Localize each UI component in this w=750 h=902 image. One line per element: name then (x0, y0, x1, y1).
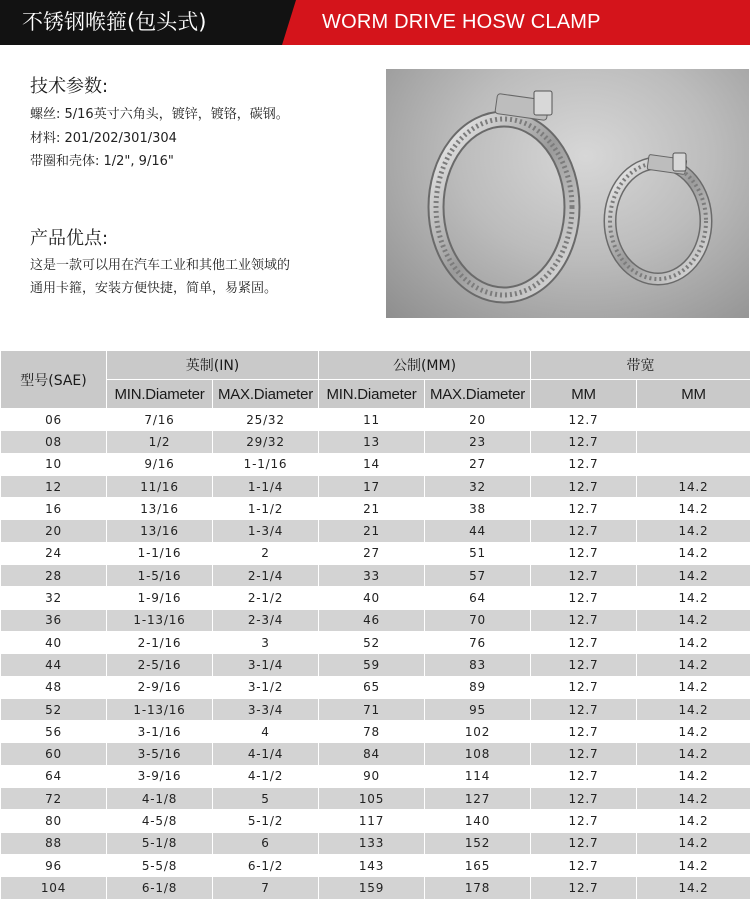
cell-in-max: 3-3/4 (213, 698, 319, 720)
cell-band-1: 12.7 (531, 498, 637, 520)
table-row (1, 654, 750, 676)
cell-in-max: 5 (213, 788, 319, 810)
cell-band-2: 14.2 (637, 475, 750, 497)
subheader-in-max: MAX.Diameter (213, 380, 319, 409)
cell-band-2: 14.2 (637, 587, 750, 609)
header-band-width: 带宽 (531, 351, 750, 380)
cell-mm-min: 143 (319, 854, 425, 876)
cell-band-2: 14.2 (637, 698, 750, 720)
header-model: 型号(SAE) (1, 351, 107, 409)
cell-in-min: 5-1/8 (107, 832, 213, 854)
cell-mm-max: 64 (425, 587, 531, 609)
cell-mm-max: 20 (425, 409, 531, 431)
table-row (1, 810, 750, 832)
cell-in-min: 7/16 (107, 409, 213, 431)
cell-mm-min: 59 (319, 654, 425, 676)
table-row (1, 431, 750, 453)
table-row (1, 453, 750, 475)
cell-model: 10 (1, 453, 107, 475)
cell-model: 32 (1, 587, 107, 609)
cell-band-1: 12.7 (531, 431, 637, 453)
cell-in-min: 2-1/16 (107, 631, 213, 653)
subheader-in-min: MIN.Diameter (107, 380, 213, 409)
cell-band-1: 12.7 (531, 788, 637, 810)
subheader-band-mm-1: MM (531, 380, 637, 409)
cell-model: 80 (1, 810, 107, 832)
cell-in-min: 13/16 (107, 498, 213, 520)
cell-mm-min: 65 (319, 676, 425, 698)
table-row (1, 542, 750, 564)
cell-band-2: 14.2 (637, 609, 750, 631)
cell-mm-max: 89 (425, 676, 531, 698)
cell-mm-max: 127 (425, 788, 531, 810)
cell-in-max: 29/32 (213, 431, 319, 453)
cell-mm-min: 117 (319, 810, 425, 832)
table-row (1, 498, 750, 520)
cell-model: 06 (1, 409, 107, 431)
cell-model: 72 (1, 788, 107, 810)
cell-in-min: 11/16 (107, 475, 213, 497)
cell-in-max: 4 (213, 721, 319, 743)
specs-heading: 技术参数: (30, 76, 109, 97)
cell-model: 28 (1, 565, 107, 587)
subheader-mm-max: MAX.Diameter (425, 380, 531, 409)
cell-in-max: 3-1/2 (213, 676, 319, 698)
cell-model: 56 (1, 721, 107, 743)
cell-model: 24 (1, 542, 107, 564)
table-row (1, 676, 750, 698)
cell-mm-max: 23 (425, 431, 531, 453)
cell-in-min: 2-5/16 (107, 654, 213, 676)
cell-mm-min: 11 (319, 409, 425, 431)
spec-line-band: 带圈和壳体: 1/2", 9/16" (30, 154, 174, 169)
table-row (1, 409, 750, 431)
table-row (1, 788, 750, 810)
cell-mm-min: 84 (319, 743, 425, 765)
cell-model: 16 (1, 498, 107, 520)
cell-mm-min: 33 (319, 565, 425, 587)
table-row (1, 475, 750, 497)
cell-band-1: 12.7 (531, 877, 637, 899)
cell-in-max: 6-1/2 (213, 854, 319, 876)
cell-in-min: 2-9/16 (107, 676, 213, 698)
cell-in-min: 1-1/16 (107, 542, 213, 564)
cell-mm-max: 178 (425, 877, 531, 899)
advantage-line-1: 这是一款可以用在汽车工业和其他工业领域的 (30, 258, 291, 273)
cell-band-1: 12.7 (531, 475, 637, 497)
cell-model: 12 (1, 475, 107, 497)
cell-model: 88 (1, 832, 107, 854)
cell-mm-min: 17 (319, 475, 425, 497)
cell-mm-max: 44 (425, 520, 531, 542)
cell-mm-max: 51 (425, 542, 531, 564)
cell-in-max: 4-1/4 (213, 743, 319, 765)
cell-in-min: 1-13/16 (107, 609, 213, 631)
cell-in-max: 3-1/4 (213, 654, 319, 676)
cell-in-max: 2-1/4 (213, 565, 319, 587)
cell-band-1: 12.7 (531, 631, 637, 653)
table-row (1, 698, 750, 720)
cell-mm-max: 165 (425, 854, 531, 876)
table-row (1, 565, 750, 587)
cell-in-min: 3-5/16 (107, 743, 213, 765)
cell-in-min: 5-5/8 (107, 854, 213, 876)
cell-band-2: 14.2 (637, 498, 750, 520)
advantages-heading: 产品优点: (30, 228, 109, 249)
cell-in-max: 1-1/2 (213, 498, 319, 520)
large-clamp (436, 91, 572, 295)
table-body (1, 409, 750, 900)
cell-band-1: 12.7 (531, 542, 637, 564)
cell-in-min: 13/16 (107, 520, 213, 542)
cell-mm-min: 133 (319, 832, 425, 854)
cell-mm-max: 83 (425, 654, 531, 676)
cell-band-2 (637, 431, 750, 453)
table-row (1, 832, 750, 854)
cell-model: 36 (1, 609, 107, 631)
product-photo (386, 69, 749, 318)
small-clamp (610, 153, 706, 279)
cell-mm-max: 114 (425, 765, 531, 787)
cell-in-min: 9/16 (107, 453, 213, 475)
cell-in-min: 1-9/16 (107, 587, 213, 609)
cell-band-1: 12.7 (531, 832, 637, 854)
subheader-mm-min: MIN.Diameter (319, 380, 425, 409)
cell-mm-max: 27 (425, 453, 531, 475)
title-chinese: 不锈钢喉箍(包头式) (22, 10, 207, 34)
cell-band-2: 14.2 (637, 631, 750, 653)
cell-in-max: 6 (213, 832, 319, 854)
cell-mm-max: 140 (425, 810, 531, 832)
cell-band-2: 14.2 (637, 721, 750, 743)
cell-mm-min: 46 (319, 609, 425, 631)
cell-mm-min: 52 (319, 631, 425, 653)
cell-mm-max: 70 (425, 609, 531, 631)
cell-mm-min: 13 (319, 431, 425, 453)
cell-band-1: 12.7 (531, 587, 637, 609)
cell-mm-max: 102 (425, 721, 531, 743)
cell-mm-max: 108 (425, 743, 531, 765)
cell-band-2: 14.2 (637, 654, 750, 676)
table-row (1, 609, 750, 631)
spec-line-material: 材料: 201/202/301/304 (30, 131, 177, 146)
cell-band-1: 12.7 (531, 810, 637, 832)
cell-band-1: 12.7 (531, 609, 637, 631)
title-english: WORM DRIVE HOSW CLAMP (322, 11, 601, 33)
cell-band-1: 12.7 (531, 654, 637, 676)
cell-model: 60 (1, 743, 107, 765)
cell-band-2 (637, 453, 750, 475)
table-row (1, 520, 750, 542)
cell-mm-max: 32 (425, 475, 531, 497)
header-metric: 公制(MM) (319, 351, 531, 380)
cell-in-min: 4-1/8 (107, 788, 213, 810)
cell-in-max: 25/32 (213, 409, 319, 431)
cell-mm-min: 78 (319, 721, 425, 743)
advantage-line-2: 通用卡箍，安装方便快捷，简单，易紧固。 (30, 281, 278, 296)
cell-mm-min: 14 (319, 453, 425, 475)
cell-band-1: 12.7 (531, 721, 637, 743)
cell-in-min: 3-9/16 (107, 765, 213, 787)
cell-band-2: 14.2 (637, 832, 750, 854)
cell-mm-min: 159 (319, 877, 425, 899)
cell-in-max: 1-1/16 (213, 453, 319, 475)
table-row (1, 743, 750, 765)
cell-mm-min: 21 (319, 498, 425, 520)
cell-model: 40 (1, 631, 107, 653)
cell-mm-min: 40 (319, 587, 425, 609)
cell-band-1: 12.7 (531, 743, 637, 765)
table-row (1, 721, 750, 743)
cell-in-min: 6-1/8 (107, 877, 213, 899)
cell-band-1: 12.7 (531, 676, 637, 698)
hose-clamps-illustration (386, 69, 749, 318)
cell-mm-max: 57 (425, 565, 531, 587)
cell-mm-min: 21 (319, 520, 425, 542)
cell-band-2: 14.2 (637, 743, 750, 765)
cell-band-1: 12.7 (531, 453, 637, 475)
cell-mm-min: 71 (319, 698, 425, 720)
cell-in-max: 1-3/4 (213, 520, 319, 542)
cell-in-max: 3 (213, 631, 319, 653)
cell-band-2: 14.2 (637, 765, 750, 787)
cell-in-min: 1/2 (107, 431, 213, 453)
cell-band-2: 14.2 (637, 676, 750, 698)
cell-in-max: 2-3/4 (213, 609, 319, 631)
cell-band-2 (637, 409, 750, 431)
cell-band-1: 12.7 (531, 854, 637, 876)
cell-band-2: 14.2 (637, 788, 750, 810)
cell-in-min: 1-5/16 (107, 565, 213, 587)
cell-in-min: 3-1/16 (107, 721, 213, 743)
cell-band-1: 12.7 (531, 409, 637, 431)
table-row (1, 854, 750, 876)
cell-mm-min: 90 (319, 765, 425, 787)
cell-model: 96 (1, 854, 107, 876)
header-imperial: 英制(IN) (107, 351, 319, 380)
cell-in-max: 7 (213, 877, 319, 899)
cell-model: 104 (1, 877, 107, 899)
table-row (1, 587, 750, 609)
cell-mm-min: 105 (319, 788, 425, 810)
cell-model: 44 (1, 654, 107, 676)
cell-model: 64 (1, 765, 107, 787)
cell-mm-max: 38 (425, 498, 531, 520)
spec-line-screw: 螺丝: 5/16英寸六角头，镀锌，镀铬，碳钢。 (30, 107, 289, 122)
cell-model: 20 (1, 520, 107, 542)
cell-in-max: 2 (213, 542, 319, 564)
cell-model: 08 (1, 431, 107, 453)
table-row (1, 631, 750, 653)
cell-in-max: 4-1/2 (213, 765, 319, 787)
cell-band-2: 14.2 (637, 565, 750, 587)
cell-band-2: 14.2 (637, 854, 750, 876)
page-header (0, 0, 750, 45)
cell-band-1: 12.7 (531, 520, 637, 542)
cell-in-min: 4-5/8 (107, 810, 213, 832)
cell-mm-max: 152 (425, 832, 531, 854)
cell-mm-min: 27 (319, 542, 425, 564)
cell-model: 52 (1, 698, 107, 720)
cell-band-1: 12.7 (531, 765, 637, 787)
cell-in-max: 5-1/2 (213, 810, 319, 832)
cell-in-min: 1-13/16 (107, 698, 213, 720)
table-row (1, 765, 750, 787)
cell-band-1: 12.7 (531, 565, 637, 587)
cell-mm-max: 76 (425, 631, 531, 653)
clamp-spec-table (0, 350, 750, 900)
cell-in-max: 1-1/4 (213, 475, 319, 497)
cell-band-2: 14.2 (637, 542, 750, 564)
cell-band-2: 14.2 (637, 520, 750, 542)
subheader-band-mm-2: MM (637, 380, 750, 409)
table-row (1, 877, 750, 899)
cell-band-2: 14.2 (637, 810, 750, 832)
cell-model: 48 (1, 676, 107, 698)
cell-in-max: 2-1/2 (213, 587, 319, 609)
cell-mm-max: 95 (425, 698, 531, 720)
cell-band-1: 12.7 (531, 698, 637, 720)
cell-band-2: 14.2 (637, 877, 750, 899)
